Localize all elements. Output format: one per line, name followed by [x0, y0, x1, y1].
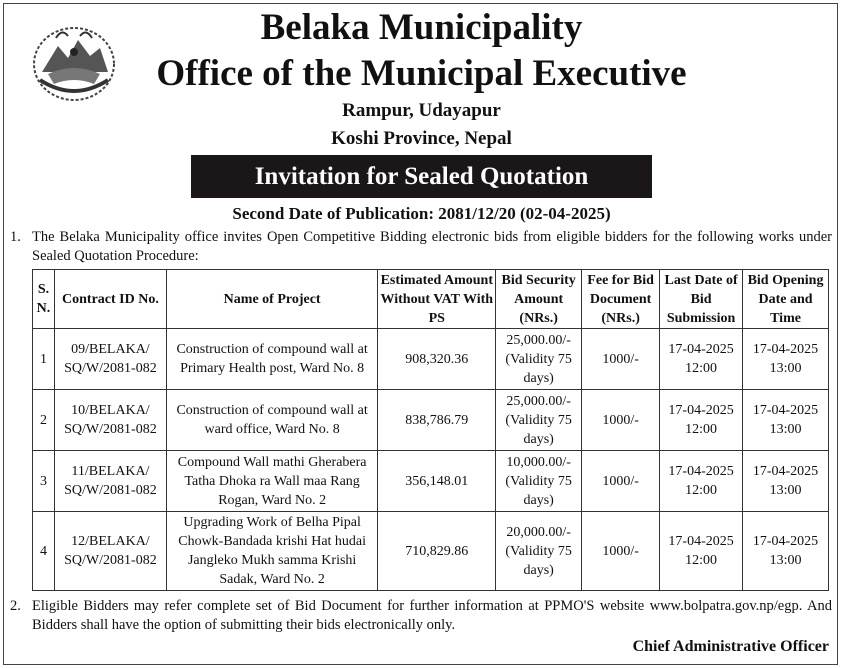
signoff: Chief Administrative Officer — [632, 638, 829, 655]
publication-date: Second Date of Publication: 2081/12/20 (02-04-2025) — [232, 204, 611, 223]
office-name: Office of the Municipal Executive — [156, 53, 687, 94]
cell-security: 25,000.00/- (Validity 75 days) — [496, 329, 582, 390]
cell-last-date: 17-04-2025 12:00 — [660, 390, 743, 451]
paragraph-text: The Belaka Municipality office invites Open Competitive Bidding electronic bids from eligible bidders for the following works under Sealed Quotation Procedure: — [32, 229, 832, 264]
cell-contract-id: 10/BELAKA/ SQ/W/2081-082 — [54, 390, 166, 451]
col-header-fee: Fee for Bid Document (NRs.) — [582, 270, 660, 329]
cell-last-date: 17-04-2025 12:00 — [660, 512, 743, 591]
cell-project: Compound Wall mathi Gherabera Tatha Dhoka ra Wall maa Rang Rogan, Ward No. 2 — [166, 451, 378, 512]
notice-banner: Invitation for Sealed Quotation — [191, 155, 652, 198]
cell-contract-id: 11/BELAKA/ SQ/W/2081-082 — [54, 451, 166, 512]
cell-security: 25,000.00/- (Validity 75 days) — [496, 390, 582, 451]
cell-project: Construction of compound wall at ward office, Ward No. 8 — [166, 390, 378, 451]
cell-last-date: 17-04-2025 12:00 — [660, 329, 743, 390]
cell-project: Construction of compound wall at Primary Health post, Ward No. 8 — [166, 329, 378, 390]
col-header-sn: S. N. — [33, 270, 55, 329]
col-header-security: Bid Security Amount (NRs.) — [496, 270, 582, 329]
cell-fee: 1000/- — [582, 390, 660, 451]
cell-sn: 1 — [33, 329, 55, 390]
cell-fee: 1000/- — [582, 451, 660, 512]
cell-security: 10,000.00/- (Validity 75 days) — [496, 451, 582, 512]
col-header-project: Name of Project — [166, 270, 378, 329]
cell-amount: 356,148.01 — [378, 451, 496, 512]
col-header-opening: Bid Opening Date and Time — [743, 270, 829, 329]
col-header-amount: Estimated Amount Without VAT With PS — [378, 270, 496, 329]
address-line-2: Koshi Province, Nepal — [331, 128, 512, 149]
cell-sn: 3 — [33, 451, 55, 512]
cell-security: 20,000.00/- (Validity 75 days) — [496, 512, 582, 591]
cell-opening: 17-04-2025 13:00 — [743, 329, 829, 390]
cell-amount: 838,786.79 — [378, 390, 496, 451]
cell-sn: 2 — [33, 390, 55, 451]
cell-last-date: 17-04-2025 12:00 — [660, 451, 743, 512]
cell-amount: 710,829.86 — [378, 512, 496, 591]
table-row — [33, 329, 829, 390]
works-table — [32, 269, 829, 591]
col-header-last-date: Last Date of Bid Submission — [660, 270, 743, 329]
cell-fee: 1000/- — [582, 329, 660, 390]
table-header-row — [33, 270, 829, 329]
paragraph-1 — [10, 228, 832, 266]
address-line-1: Rampur, Udayapur — [342, 100, 501, 121]
cell-fee: 1000/- — [582, 512, 660, 591]
cell-project: Upgrading Work of Belha Pipal Chowk-Bandada krishi Hat hudai Jangleko Mukh samma Krishi Sadak, Ward No. 2 — [166, 512, 378, 591]
paragraph-2 — [10, 597, 832, 635]
municipality-name: Belaka Municipality — [260, 7, 583, 48]
cell-opening: 17-04-2025 13:00 — [743, 451, 829, 512]
cell-contract-id: 12/BELAKA/ SQ/W/2081-082 — [54, 512, 166, 591]
paragraph-number: 2. — [10, 598, 21, 614]
paragraph-number: 1. — [10, 229, 21, 245]
table-row — [33, 390, 829, 451]
cell-opening: 17-04-2025 13:00 — [743, 390, 829, 451]
table-row — [33, 512, 829, 591]
paragraph-text: Eligible Bidders may refer complete set of Bid Document for further information at PPMO'S website www.bolpatra.gov.np/egp. And Bidders shall have the option of submitting their bids electronically only. — [32, 598, 832, 633]
cell-sn: 4 — [33, 512, 55, 591]
table-row — [33, 451, 829, 512]
col-header-contract-id: Contract ID No. — [54, 270, 166, 329]
cell-amount: 908,320.36 — [378, 329, 496, 390]
cell-contract-id: 09/BELAKA/ SQ/W/2081-082 — [54, 329, 166, 390]
cell-opening: 17-04-2025 13:00 — [743, 512, 829, 591]
